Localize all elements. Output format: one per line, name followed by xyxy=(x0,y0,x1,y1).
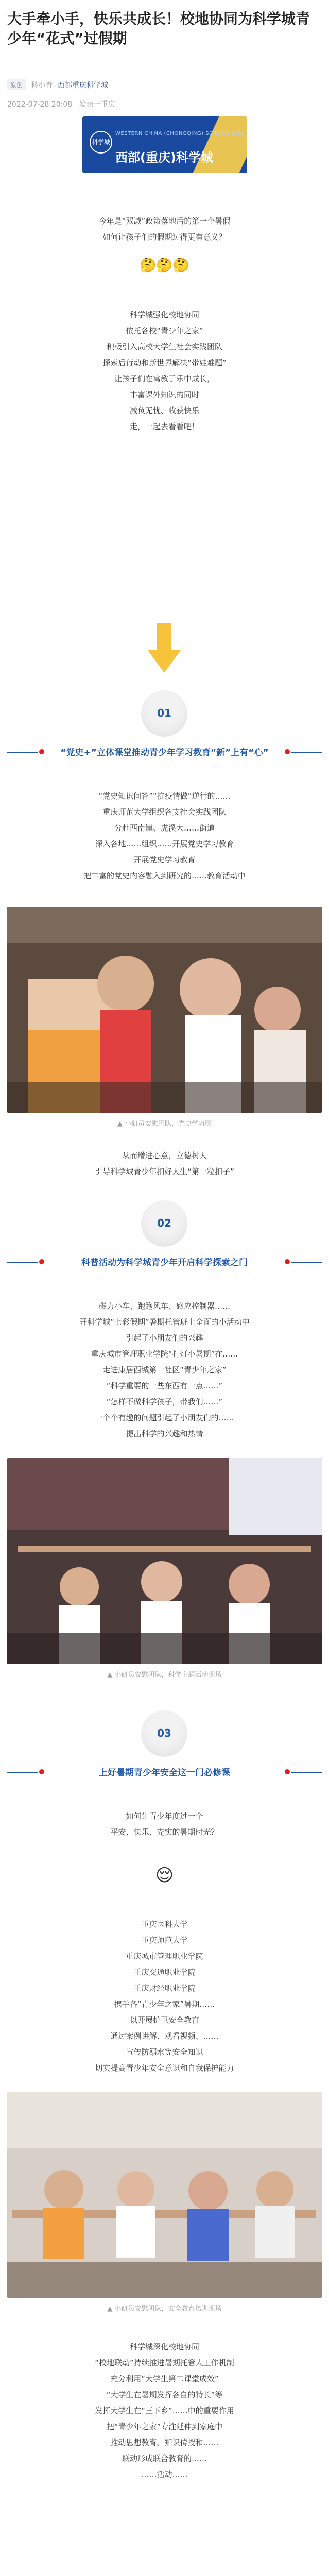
down-arrow-icon xyxy=(148,623,181,673)
banner-cn-title: 西部(重庆)科学城 xyxy=(115,150,213,165)
intro-line: 走，一起去看看吧！ xyxy=(129,422,199,431)
section-line: ……活动…… xyxy=(141,2470,188,2479)
section-line: “大学生在暑期发挥各自的特长”等 xyxy=(106,2390,223,2399)
section-line: 充分利用“大学生第二课堂成效” xyxy=(110,2374,219,2383)
photo-caption-01: ▲ 小研员安慰团队，党史学习照 xyxy=(117,1120,212,1128)
section-line: 深入各地……组织……开展党史学习教育 xyxy=(95,839,234,849)
photo-classroom-03 xyxy=(7,2092,322,2298)
section-line: 发挥大学生在“三下乡”……中的重要作用 xyxy=(95,2406,234,2415)
original-tag: 原创 xyxy=(7,79,26,90)
section-line: 宣传防溺水等安全知识 xyxy=(126,2047,203,2057)
section-number-03 xyxy=(141,1710,187,1757)
heading-left-line xyxy=(7,1262,38,1263)
heading-right-dot xyxy=(285,749,290,754)
section-line: 以开展护卫安全教育 xyxy=(129,2015,199,2025)
section-number-text: 02 xyxy=(157,1217,171,1229)
intro-line: 依托各校“青少年之家” xyxy=(126,326,203,335)
heading-left-line xyxy=(7,752,38,753)
section-heading-01 xyxy=(7,742,322,762)
section-line: 如何让青少年度过一个 xyxy=(126,1811,203,1821)
section-number-01 xyxy=(141,690,187,737)
heading-left-line xyxy=(7,1772,38,1773)
section-line: 引起了小朋友们的兴趣 xyxy=(126,1333,203,1343)
intro-line: 科学城强化校地协同 xyxy=(129,310,199,319)
section-line: 重庆师范大学组织各支社会实践团队 xyxy=(102,807,227,817)
header-banner xyxy=(82,116,247,173)
section-line: 科学城深化校地协同 xyxy=(129,2342,199,2351)
publish-date: 2022-07-28 20:08 xyxy=(7,100,73,109)
photo-classroom-01 xyxy=(7,907,322,1113)
section-heading-03 xyxy=(7,1762,322,1783)
intro-line: 如何让孩子们的假期过得更有意义？ xyxy=(102,232,227,242)
section-line: 提出科学的兴趣和热情 xyxy=(126,1429,203,1438)
heading-right-dot xyxy=(285,1769,290,1774)
banner-en-title: WESTERN CHINA (CHONGQING) SCIENCE CITY xyxy=(115,131,244,137)
section-heading-text: “党史+”立体课堂推动青少年学习教育“新”上有“心” xyxy=(60,748,269,758)
section-line: 走进康居西城第一社区“青少年之家” xyxy=(102,1365,227,1375)
author-name: 科小青 xyxy=(31,81,53,90)
section-line: 分赴西南镇、虎溪大……街道 xyxy=(114,823,215,833)
intro-line: 丰富课外知识的同时 xyxy=(129,390,199,399)
article-meta xyxy=(7,79,108,90)
section-01-text xyxy=(0,788,329,884)
heading-right-line xyxy=(291,752,322,753)
section-line: “党史知识问答”“抗疫情做“逆行的…… xyxy=(98,791,231,801)
section-line: 一个个有趣的问题引起了小朋友们的…… xyxy=(95,1413,234,1422)
section-line: 平安、快乐、充实的暑期时光？ xyxy=(110,1827,219,1837)
section-line: 通过案例讲解、观看视频、…… xyxy=(110,2031,219,2041)
section-02-text xyxy=(0,1298,329,1442)
intro-line: 让孩子们在寓教于乐中成长， xyxy=(114,374,215,383)
banner-logo: 科学城 xyxy=(90,131,112,154)
section-line: “怎样不做科学孩子，带我们……” xyxy=(106,1397,223,1406)
intro-line: 积极引入高校大学生社会实践团队 xyxy=(106,342,222,351)
section-number-text: 03 xyxy=(157,1727,171,1739)
section-03-after xyxy=(0,2339,329,2483)
photo-caption-03: ▲ 小研员安慰团队，安全教育培训现场 xyxy=(107,2305,222,2313)
heading-right-line xyxy=(291,1772,322,1773)
section-line: 引导科学城青少年扣好人生“第一粒扣子” xyxy=(95,1167,234,1176)
photo-caption-02: ▲ 小研员安慰团队，科学主题活动现场 xyxy=(107,1671,222,1679)
section-line: 开展党史学习教育 xyxy=(133,855,196,865)
heading-left-dot xyxy=(39,1259,44,1264)
section-line: 重庆交通职业学院 xyxy=(133,1968,196,1977)
section-03-intro xyxy=(0,1808,329,1840)
section-line: 重庆师范大学 xyxy=(141,1936,188,1945)
publish-location: 发表于重庆 xyxy=(79,100,115,109)
section-01-after xyxy=(0,1148,329,1180)
relieved-emoji: 😌 xyxy=(155,1865,174,1886)
section-03-text xyxy=(0,1917,329,2076)
intro-block-2 xyxy=(0,307,329,435)
intro-block-1 xyxy=(0,213,329,245)
article-title: 大手牵小手，快乐共成长！校地协同为科学城青少年“花式”过假期 xyxy=(7,10,310,47)
photo-classroom-02 xyxy=(7,1458,322,1664)
account-link[interactable]: 西部重庆科学城 xyxy=(58,81,109,90)
heading-right-dot xyxy=(285,1259,290,1264)
section-line: 从而增进心意，立德树人 xyxy=(122,1151,207,1160)
section-line: 联动形成联合教育的…… xyxy=(122,2454,207,2463)
section-heading-02 xyxy=(7,1252,322,1273)
intro-line: 减负无忧、收获快乐 xyxy=(129,406,199,415)
heading-left-dot xyxy=(39,1769,44,1774)
intro-line: 今年是“双减”政策落地后的第一个暑假 xyxy=(98,216,231,226)
intro-line: 探索后行动和新世界解决“带娃难题” xyxy=(102,358,227,367)
section-line: “科学重要的一些东西有一点……” xyxy=(106,1381,223,1391)
section-line: 把“青少年之家”专注延伸到家庭中 xyxy=(106,2422,223,2431)
section-line: 重庆城市管理职业学院“打灯小暑期”在…… xyxy=(91,1349,238,1359)
section-line: “校地联动”持续推进暑期托管人工作机制 xyxy=(95,2358,234,2367)
section-heading-text: 科普活动为科学城青少年开启科学探索之门 xyxy=(81,1258,248,1268)
section-line: 把丰富的党史内容融入到研究的……教育活动中 xyxy=(83,871,246,880)
section-number-text: 01 xyxy=(157,707,171,719)
section-line: 携手各“青少年之家”暑期…… xyxy=(114,1999,215,2009)
section-line: 推动思想教育、知识传授和…… xyxy=(110,2438,219,2447)
heading-left-dot xyxy=(39,749,44,754)
article-date-row xyxy=(7,99,115,109)
thinking-emoji-row: 🤔🤔🤔 xyxy=(139,258,190,273)
section-line: 磁力小车、跑跑风车、感应控制器…… xyxy=(98,1301,230,1311)
section-number-02 xyxy=(141,1200,187,1247)
section-line: 重庆财经职业学院 xyxy=(133,1984,196,1993)
heading-right-line xyxy=(291,1262,322,1263)
section-line: 重庆医科大学 xyxy=(141,1920,188,1929)
section-line: 开科学城“七彩假期”暑期托管班上全面的小活动中 xyxy=(79,1317,250,1327)
section-line: 切实提高青少年安全意识和自我保护能力 xyxy=(95,2063,234,2073)
section-heading-text: 上好暑期青少年安全这一门必修课 xyxy=(99,1768,230,1778)
section-line: 重庆城市管理职业学院 xyxy=(126,1952,203,1961)
